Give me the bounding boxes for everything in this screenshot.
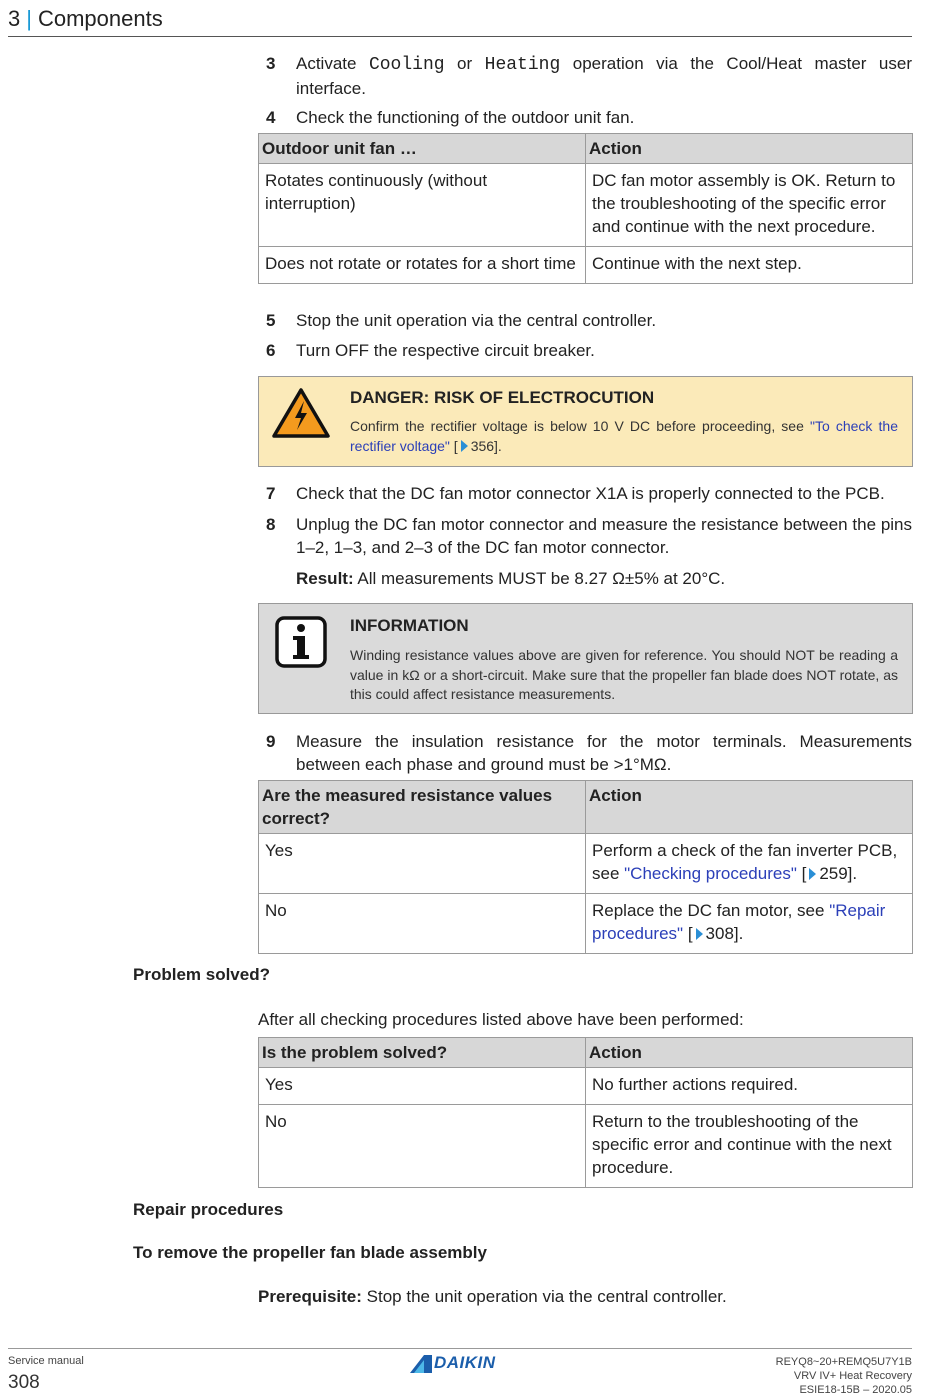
table-row bbox=[259, 1105, 913, 1188]
step-result: Result: All measurements MUST be 8.27 Ω±5% at 20°C. bbox=[296, 569, 726, 588]
table-cell: Perform a check of the fan inverter PCB, see "Checking procedures" [ 259]. bbox=[586, 834, 913, 894]
repair-procedures-heading: Repair procedures bbox=[133, 1200, 284, 1219]
footer-model: REYQ8~20+REMQ5U7Y1B bbox=[775, 1356, 912, 1368]
table-cell: Continue with the next step. bbox=[586, 247, 913, 284]
header-divider bbox=[8, 36, 912, 37]
table-header-row bbox=[259, 781, 913, 834]
table-cell: No further actions required. bbox=[586, 1068, 913, 1105]
step-5 bbox=[266, 309, 912, 332]
step-text: Stop the unit operation via the central controller. bbox=[296, 311, 657, 330]
chapter-header bbox=[8, 6, 163, 32]
step-number: 6 bbox=[266, 341, 276, 360]
fan-check-table bbox=[258, 133, 913, 284]
table-cell: Rotates continuously (without interruption) bbox=[259, 164, 586, 247]
step-text: Check that the DC fan motor connector X1A is properly connected to the PCB. bbox=[296, 484, 885, 503]
repair-procedures-link[interactable]: "Repair procedures" bbox=[592, 901, 886, 943]
table-row bbox=[259, 834, 913, 894]
table-row bbox=[259, 164, 913, 247]
problem-solved-table bbox=[258, 1037, 913, 1188]
step-number: 3 bbox=[266, 54, 276, 73]
prerequisite: Prerequisite: Stop the unit operation via the central controller. bbox=[258, 1287, 727, 1306]
step-9 bbox=[266, 730, 912, 776]
step-text: Activate Cooling or Heating operation via the Cool/Heat master user interface. bbox=[296, 54, 913, 98]
table-cell: Does not rotate or rotates for a short time bbox=[259, 247, 586, 284]
page-ref-arrow-icon bbox=[461, 440, 468, 452]
step-text: Unplug the DC fan motor connector and measure the resistance between the pins 1–2, 1–3, and 2–3 of the DC fan motor connector. bbox=[296, 515, 912, 557]
table-cell: No bbox=[259, 894, 586, 954]
mode-cooling: Cooling bbox=[368, 55, 445, 75]
footer-divider bbox=[8, 1348, 912, 1349]
column-header: Action bbox=[586, 781, 913, 834]
page-ref-arrow-icon bbox=[809, 868, 816, 880]
column-header: Action bbox=[586, 134, 913, 164]
footer-doc-id: ESIE18-15B – 2020.05 bbox=[799, 1384, 912, 1394]
resistance-check-table bbox=[258, 780, 913, 954]
table-cell: Return to the troubleshooting of the specific error and continue with the next procedure. bbox=[586, 1105, 913, 1188]
table-cell: Replace the DC fan motor, see "Repair procedures" [ 308]. bbox=[586, 894, 913, 954]
step-text: Measure the insulation resistance for the motor terminals. Measurements between each phase and ground must be >1°MΩ. bbox=[296, 732, 912, 774]
table-row bbox=[259, 247, 913, 284]
danger-title: DANGER: RISK OF ELECTROCUTION bbox=[350, 388, 655, 407]
table-cell: Yes bbox=[259, 834, 586, 894]
rectifier-voltage-link[interactable]: "To check the rectifier voltage" bbox=[350, 418, 898, 454]
step-7 bbox=[266, 482, 912, 505]
info-text: Winding resistance values above are given for reference. You should NOT be reading a value in kΩ or a short-circuit. Make sure that the propeller fan blade does NOT rotate, as this could affect resistance measurements. bbox=[350, 647, 898, 702]
step-number: 4 bbox=[266, 108, 276, 127]
step-text: Check the functioning of the outdoor unit fan. bbox=[296, 108, 635, 127]
footer-product: VRV IV+ Heat Recovery bbox=[793, 1370, 912, 1382]
column-header: Are the measured resistance values correct? bbox=[259, 781, 586, 834]
mode-heating: Heating bbox=[484, 55, 561, 75]
step-number: 9 bbox=[266, 732, 276, 751]
problem-solved-intro: After all checking procedures listed above have been performed: bbox=[258, 1010, 744, 1029]
info-title: INFORMATION bbox=[350, 616, 469, 635]
footer-doc-info bbox=[776, 1355, 912, 1394]
column-header: Is the problem solved? bbox=[259, 1038, 586, 1068]
step-number: 5 bbox=[266, 311, 276, 330]
danger-text: Confirm the rectifier voltage is below 10 V DC before proceeding, see "To check the rectifier voltage" [ 356]. bbox=[350, 418, 898, 454]
table-cell: Yes bbox=[259, 1068, 586, 1105]
warning-electrocution-icon bbox=[271, 387, 331, 439]
page-number: 308 bbox=[8, 1372, 40, 1393]
page-ref-arrow-icon bbox=[696, 928, 703, 940]
step-4 bbox=[266, 106, 912, 129]
step-8 bbox=[266, 513, 912, 590]
table-cell: No bbox=[259, 1105, 586, 1188]
information-icon bbox=[275, 616, 327, 668]
chapter-title: Components bbox=[37, 6, 163, 31]
step-6 bbox=[266, 339, 912, 362]
step-number: 8 bbox=[266, 515, 276, 534]
checking-procedures-link[interactable]: "Checking procedures" bbox=[624, 864, 797, 883]
step-text: Turn OFF the respective circuit breaker. bbox=[296, 341, 595, 360]
problem-solved-heading: Problem solved? bbox=[133, 965, 270, 984]
table-header-row bbox=[259, 1038, 913, 1068]
table-header-row bbox=[259, 134, 913, 164]
column-header: Action bbox=[586, 1038, 913, 1068]
chapter-number: 3 bbox=[8, 6, 21, 31]
remove-fan-blade-heading: To remove the propeller fan blade assembly bbox=[133, 1243, 487, 1262]
footer-doc-type: Service manual bbox=[8, 1355, 84, 1367]
header-separator: | bbox=[26, 6, 32, 31]
step-3 bbox=[266, 52, 912, 100]
brand-name: DAIKIN bbox=[434, 1353, 496, 1372]
information-notice bbox=[258, 603, 913, 714]
step-number: 7 bbox=[266, 484, 276, 503]
danger-notice bbox=[258, 376, 913, 467]
column-header: Outdoor unit fan … bbox=[259, 134, 586, 164]
table-row bbox=[259, 894, 913, 954]
table-cell: DC fan motor assembly is OK. Return to the troubleshooting of the specific error and continue with the next procedure. bbox=[586, 164, 913, 247]
table-row bbox=[259, 1068, 913, 1105]
